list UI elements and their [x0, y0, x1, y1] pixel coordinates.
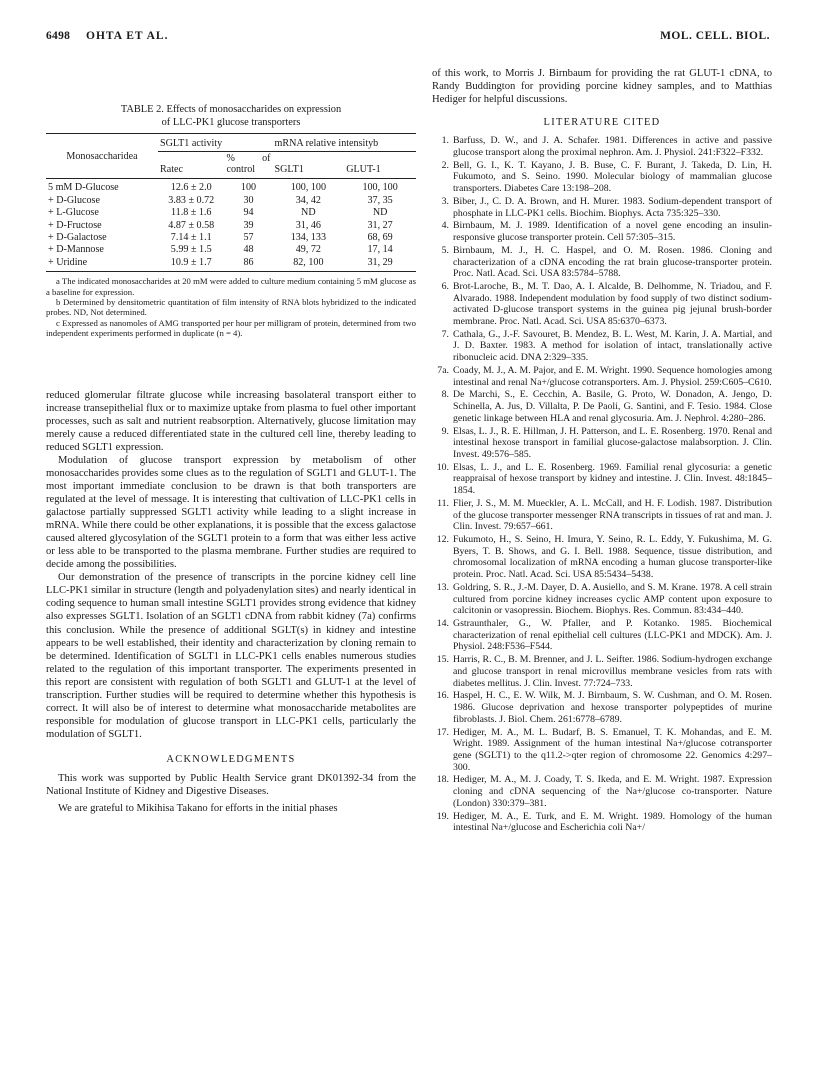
reference-text: De Marchi, S., E. Cecchin, A. Basile, G. Proto, W. Donadon, A. Jengo, D. Schinella, A. Jus, D. Villalta, P. De Paoli, G. Santini, and F. Tesio. 1984. Close genetic linkage between HLA and renal glycosuria. Am. J. Nephrol. 4:280–286.: [453, 389, 772, 424]
col-header-sglt1: SGLT1: [274, 164, 304, 175]
cell-glut1: 37, 35: [367, 194, 393, 206]
cell-rate: 3.83 ± 0.72: [168, 194, 215, 206]
col-group-mrna: mRNA relative intensityb: [272, 134, 416, 151]
reference-number: 15.: [436, 654, 449, 666]
row-label: + D-Galactose: [48, 232, 107, 244]
reference-text: Birnbaum, M. J., H. C. Haspel, and O. M. Rosen. 1986. Cloning and characterization of a cDNA encoding the rat brain glucose-transporter protein. Proc. Natl. Acad. Sci. USA 83:5784–5788.: [453, 244, 772, 280]
reference-text: Hediger, M. A., M. J. Coady, T. S. Ikeda, and E. M. Wright. 1987. Expression cloning and cDNA sequencing of the Na+/glucose co-transporter. Nature (London) 330:379–381.: [453, 774, 772, 809]
cell-rate: 11.8 ± 1.6: [170, 207, 212, 219]
cell-pct: 39: [243, 219, 254, 231]
table-2: [46, 104, 416, 339]
reference-number: 12.: [436, 534, 449, 546]
cell-sglt1: ND: [301, 207, 316, 219]
acknowledgment-paragraph: This work was supported by Public Health Service grant DK01392-34 from the National Institute of Kidney and Digestive Diseases.: [46, 773, 416, 798]
reference-item: [432, 196, 772, 219]
table-row: [46, 244, 416, 256]
table-row: [46, 179, 416, 194]
cell-pct: 57: [243, 232, 254, 244]
table-row: [46, 207, 416, 219]
page-number: 6498: [46, 30, 71, 42]
reference-text: Flier, J. S., M. M. Mueckler, A. L. McCall, and H. F. Lodish. 1987. Distribution of the glucose transporter messenger RNA transcripts in tissues of rat and man. J. Clin. Invest. 79:657–661.: [453, 497, 772, 533]
reference-text: Biber, J., C. D. A. Brown, and H. Murer. 1983. Sodium-dependent transport of phosphate in LLC-PK1 cells. Biochim. Biophys. Acta 735:325–330.: [453, 195, 772, 219]
table-row: [46, 256, 416, 271]
reference-number: 10.: [436, 461, 449, 473]
cell-glut1: 31, 29: [367, 256, 393, 268]
reference-text: Haspel, H. C., E. W. Wilk, M. J. Birnbaum, S. W. Cushman, and O. M. Rosen. 1986. Glucose deprivation and hexose transporter polypeptides of murine fibroblasts. J. Biol. Chem. 261:6778–6789.: [453, 690, 772, 725]
reference-item: [432, 135, 772, 158]
cell-sglt1: 49, 72: [295, 244, 321, 256]
reference-item: [432, 329, 772, 364]
reference-number: 8.: [441, 389, 449, 401]
footnote-c: c Expressed as nanomoles of AMG transported per hour per milligram of protein, determined from two independent experiments performed in duplicate (n = 4).: [46, 317, 416, 339]
reference-text: Coady, M. J., A. M. Pajor, and E. M. Wright. 1990. Sequence homologies among intestinal and renal Na+/glucose cotransporters. Am. J. Physiol. 259:C605–C610.: [453, 364, 772, 388]
cell-sglt1: 31, 46: [295, 219, 321, 231]
reference-item: [432, 690, 772, 725]
cell-glut1: 31, 27: [367, 219, 393, 231]
col-header-pct-control: % of control: [226, 152, 271, 175]
reference-number: 13.: [436, 581, 449, 593]
cell-rate: 7.14 ± 1.1: [170, 232, 212, 244]
cell-glut1: ND: [372, 207, 388, 219]
footnote-b: b Determined by densitometric quantitation of film intensity of RNA blots hybridized to the indicated probes. ND, Not determined.: [46, 297, 416, 318]
reference-text: Harris, R. C., B. M. Brenner, and J. L. Seifter. 1986. Sodium-hydrogen exchange and glucose transport in renal microvillus membrane vesicles from rats with diabetes mellitus. J. Clin. Invest. 77:724–733.: [453, 654, 772, 689]
reference-number: 3.: [441, 195, 449, 207]
table-row: [46, 194, 416, 206]
reference-item: [432, 811, 772, 834]
cell-rate: 5.99 ± 1.5: [170, 244, 212, 256]
reference-list: [432, 135, 772, 834]
reference-item: [432, 618, 772, 653]
col-header-monosaccharide: Monosaccharidea: [66, 150, 138, 162]
cell-pct: 30: [243, 194, 254, 206]
reference-number: 14.: [436, 618, 449, 630]
col-header-rate: Ratec: [160, 164, 183, 175]
cell-sglt1: 82, 100: [293, 256, 324, 268]
acknowledgment-paragraph: We are grateful to Mikihisa Takano for efforts in the initial phases: [58, 803, 338, 815]
reference-item: [432, 534, 772, 581]
reference-text: Brot-Laroche, B., M. T. Dao, A. I. Alcalde, B. Delhomme, N. Triadou, and F. Alvarado. 1988. Independent modulation by food supply of two distinct sodium-activated D-glucose transport systems in the guinea pig jejunal brush-border membrane. Proc. Natl. Acad. Sci. USA 85:6370–6373.: [453, 281, 772, 327]
reference-number: 7.: [441, 328, 449, 340]
cell-pct: 48: [243, 244, 254, 256]
cell-rate: 10.9 ± 1.7: [170, 256, 212, 268]
reference-text: Barfuss, D. W., and J. A. Schafer. 1981. Differences in active and passive glucose transport along the proximal nephron. Am. J. Physiol. 241:F322–F332.: [453, 135, 772, 158]
right-column: [432, 67, 772, 835]
row-label: + D-Mannose: [48, 244, 104, 256]
reference-text: Elsas, L. J., R. E. Hillman, J. H. Patterson, and L. E. Rosenberg. 1970. Renal and intestinal hexose transport in familial glucose-galactose malabsorption. J. Clin. Invest. 49:576–585.: [453, 425, 772, 460]
reference-item: [432, 245, 772, 280]
reference-text: Birnbaum, M. J. 1989. Identification of a novel gene encoding an insulin-responsive glucose transporter protein. Cell 57:305–315.: [453, 220, 772, 243]
reference-text: Hediger, M. A., M. L. Budarf, B. S. Emanuel, T. K. Mohandas, and E. M. Wright. 1989. Assignment of the human intestinal Na+/glucose cotransporter gene (SGLT1) to the q11.2->qter region of chromosome 22. Genomics 4:297–300.: [453, 726, 772, 773]
table-row: [46, 219, 416, 231]
reference-number: 4.: [441, 220, 449, 232]
reference-number: 16.: [436, 690, 449, 702]
reference-number: 11.: [437, 497, 449, 509]
table-row: [46, 232, 416, 244]
reference-text: Cathala, G., J.-F. Savouret, B. Mendez, B. L. West, M. Karin, J. A. Martial, and J. D. Baxter. 1983. A method for isolation of intact, translationally active ribonucleic acid. DNA 2:329–335.: [453, 328, 772, 364]
acknowledgment-continued: of this work, to Morris J. Birnbaum for providing the rat GLUT-1 cDNA, to Randy Buddington for providing porcine kidney samples, and to Matthias Hediger for helpful discussions.: [432, 68, 772, 106]
row-label: + Uridine: [48, 256, 88, 268]
cell-rate: 4.87 ± 0.58: [168, 219, 215, 231]
table-caption: [46, 104, 416, 129]
reference-item: [432, 365, 772, 388]
col-header-glut1: GLUT-1: [346, 164, 381, 175]
reference-number: 1.: [441, 135, 449, 147]
reference-item: [432, 582, 772, 617]
body-paragraph: Our demonstration of the presence of transcripts in the porcine kidney cell line LLC-PK1 similar in structure (length and polyadenylation sites) and nearly identical in coding sequence to human small intestine SGLT1 provides strong evidence that kidney also expresses SGLT1. Isolation of an SGLT1 cDNA from rabbit kidney (7a) confirms this conclusion. While the presence of additional SGLT(s) in kidney and intestine appears to be well established, their identity and characterization by cloning remain to be determined. Identification of SGLT1 in LLC-PK1 cells enables numerous studies related to the regulation of this important transporter. The experiments presented in this report are consistent with regulation of both SGLT1 and GLUT-1 at the level of transcription. Further studies will be required to determine whether this hypothesis is correct. It will also be of interest to determine what monosaccharide metabolites are responsible for modulation of glucose transport in LLC-PK1 cells, particularly the modulation of SGLT1.: [46, 572, 416, 740]
row-label: + D-Glucose: [48, 194, 100, 206]
cell-sglt1: 100, 100: [290, 182, 327, 194]
table-caption-line1: TABLE 2. Effects of monosaccharides on expression: [120, 104, 342, 115]
literature-cited-heading: LITERATURE CITED: [543, 117, 661, 129]
running-authors: OHTA ET AL.: [86, 30, 169, 42]
footnote-a: a The indicated monosaccharides at 20 mM were added to culture medium containing 5 mM glucose as a baseline for expression.: [46, 276, 416, 297]
journal-name: MOL. CELL. BIOL.: [660, 30, 770, 42]
reference-number: 9.: [441, 425, 449, 437]
cell-glut1: 100, 100: [362, 182, 398, 194]
reference-item: [432, 498, 772, 533]
reference-text: Elsas, L. J., and L. E. Rosenberg. 1969. Familial renal glycosuria: a genetic reappraisal of hexose transport by kidney and intestine. J. Clin. Invest. 48:1845–1854.: [453, 461, 772, 497]
data-table: [46, 133, 416, 272]
reference-number: 5.: [441, 244, 449, 256]
cell-glut1: 17, 14: [367, 244, 393, 256]
body-paragraph: Modulation of glucose transport expression by metabolism of other monosaccharides provides some clues as to the regulation of SGLT1 and GLUT-1. The most important immediate conclusion to be drawn is that both transporters are regulated at the level of message. It is interesting that cultivation of LLC-PK1 cells in galactose partially suppressed SGLT1 activity while leading to a slight increase in mRNA. While there could be other explanations, it is possible that the excess galactose caused altered glycosylation of the SGLT1 protein to a form that was either less active or less able to be transported to the plasma membrane. Further studies are required to decide among the possibilities.: [46, 454, 416, 571]
table-footnotes: [46, 276, 416, 338]
left-column: [46, 104, 416, 815]
body-paragraph: reduced glomerular filtrate glucose while increasing basolateral transport either to increase transepithelial flux or to maximize uptake from plasma to fuel other important processes, such as salt and nutrient reabsorption. Alternatively, glucose limitation may merely cause a reduced differentiated state in the cultured cell line, thereby leading to reduced SGLT1 expression.: [46, 389, 416, 453]
cell-sglt1: 134, 133: [290, 232, 327, 244]
cell-pct: 100: [240, 182, 257, 194]
cell-pct: 86: [243, 256, 254, 268]
reference-number: 19.: [436, 810, 449, 822]
reference-text: Hediger, M. A., E. Turk, and E. M. Wright. 1989. Homology of the human intestinal Na+/glucose and Escherichia coli Na+/: [453, 810, 772, 834]
col-group-sglt1-activity: SGLT1 activity: [158, 134, 272, 151]
cell-rate: 12.6 ± 2.0: [170, 182, 212, 194]
reference-item: [432, 220, 772, 243]
reference-number: 7a.: [437, 364, 449, 376]
reference-item: [432, 389, 772, 424]
cell-glut1: 68, 69: [367, 232, 393, 244]
reference-text: Gstraunthaler, G., W. Pfaller, and P. Kotanko. 1985. Biochemical characterization of renal epithelial cell cultures (LLC-PK1 and MDCK). Am. J. Physiol. 248:F536–F544.: [453, 618, 772, 653]
reference-item: [432, 281, 772, 328]
reference-text: Goldring, S. R., J.-M. Dayer, D. A. Ausiello, and S. M. Krane. 1978. A cell strain cultured from porcine kidney increases cyclic AMP content upon exposure to calcitonin or vasopressin. Biochem. Biophys. Res. Commun. 83:434–440.: [453, 581, 772, 617]
reference-item: [432, 462, 772, 497]
row-label: + D-Fructose: [48, 219, 102, 231]
reference-item: [432, 426, 772, 461]
running-header: [46, 30, 770, 46]
reference-number: 17.: [436, 726, 449, 738]
reference-item: [432, 774, 772, 809]
cell-sglt1: 34, 42: [295, 194, 321, 206]
table-caption-line2: of LLC-PK1 glucose transporters: [161, 116, 301, 128]
reference-text: Fukumoto, H., S. Seino, H. Imura, Y. Seino, R. L. Eddy, Y. Fukushima, M. G. Byers, T. B. Shows, and G. I. Bell. 1988. Sequence, tissue distribution, and chromosomal localization of mRNA encoding a human glucose transporter-like protein. Proc. Natl. Acad. Sci. USA 85:5434–5438.: [453, 534, 772, 581]
reference-item: [432, 654, 772, 689]
row-label: 5 mM D-Glucose: [48, 182, 119, 194]
acknowledgments-heading: ACKNOWLEDGMENTS: [166, 753, 296, 765]
reference-number: 2.: [441, 159, 449, 171]
reference-text: Bell, G. I., K. T. Kayano, J. B. Buse, C. F. Burant, J. Takeda, D. Lin, H. Fukumoto, and S. Seino. 1990. Molecular biology of mammalian glucose transporters. Diabetes Care 13:198–208.: [453, 159, 772, 194]
reference-item: [432, 727, 772, 774]
reference-number: 6.: [441, 281, 449, 292]
reference-number: 18.: [436, 774, 449, 786]
cell-pct: 94: [243, 207, 254, 219]
row-label: + L-Glucose: [48, 207, 99, 219]
reference-item: [432, 160, 772, 195]
